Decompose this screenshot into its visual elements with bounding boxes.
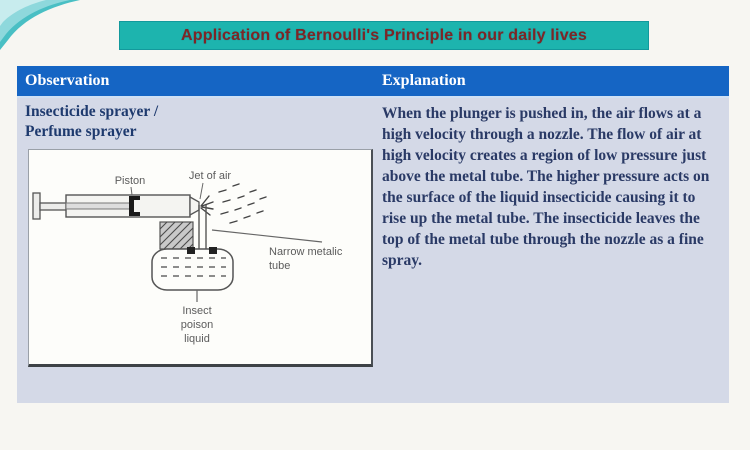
observation-column-header: Observation (25, 72, 110, 89)
bottle-mouth-seal-left (187, 247, 195, 254)
table-header-row (17, 66, 729, 96)
syringe-plunger (33, 193, 66, 219)
observation-text-line2: Perfume sprayer (25, 123, 137, 140)
bottle-cap-hatched (160, 222, 193, 249)
syringe-barrel (66, 195, 199, 217)
piston-label: Piston (114, 175, 146, 187)
explanation-text: When the plunger is pushed in, the air flows at a high velocity through a nozzle. The flow of air at high velocity creates a region of low pressure just above the metal tube. The higher pressure acts on the surface of the liquid insecticide causing it to rise up the metal tube. The insecticide leaves the top of the metal tube through the nozzle as a fine spray. (382, 105, 710, 269)
explanation-column-header: Explanation (382, 72, 466, 89)
jet-of-air-label: Jet of air (188, 170, 232, 182)
piston-pointer-line (131, 187, 132, 195)
table-body-row (17, 96, 729, 403)
applications-table (17, 66, 729, 403)
observation-cell (17, 98, 372, 403)
explanation-cell (372, 98, 729, 403)
nozzle-shape (190, 197, 199, 215)
bottle (152, 247, 233, 290)
liquid-label-line1: Insect (182, 305, 212, 317)
bottle-mouth-seal-right (209, 247, 217, 254)
liquid-label-line2: poison (180, 319, 214, 331)
tube-pointer-line (212, 230, 322, 242)
observation-text-line1: Insecticide sprayer / (25, 103, 159, 120)
narrow-tube-label-line2: tube (269, 260, 291, 272)
sprayer-diagram (28, 149, 373, 367)
spray-jet (201, 184, 266, 223)
narrow-tube-label-line1: Narrow metalic (269, 246, 343, 258)
liquid-label-line3: liquid (184, 333, 210, 345)
corner-swoosh-decoration (0, 0, 92, 50)
jet-of-air-pointer-line (200, 183, 203, 199)
slide-title: Application of Bernoulli's Principle in our daily lives (181, 26, 587, 44)
slide-title-banner (119, 21, 649, 50)
